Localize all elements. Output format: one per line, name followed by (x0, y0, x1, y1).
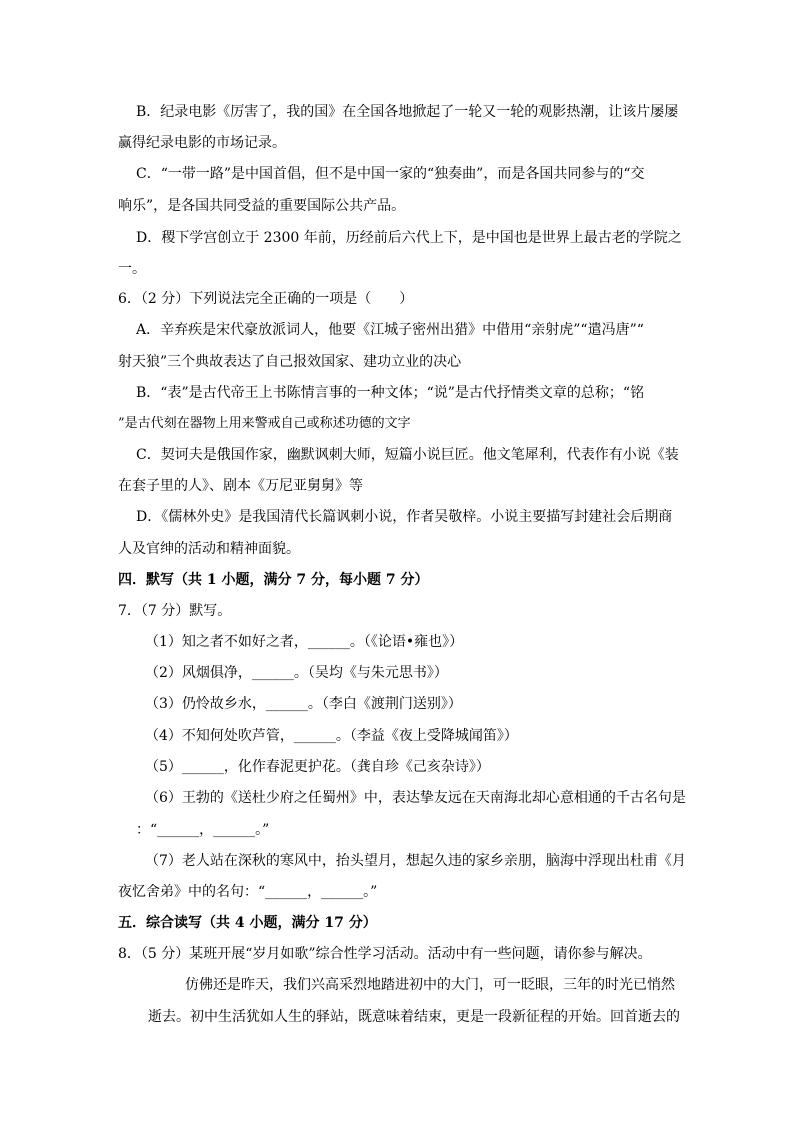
section-5-heading: 五．综合读写（共 4 小题，满分 17 分） (118, 915, 377, 931)
q6-option-c-line-1: C．契诃夫是俄国作家，幽默讽刺大师，短篇小说巨匠。他文笔犀利，代表作有小说《装 (136, 447, 679, 463)
q6-option-b-line-1: B．“表”是古代帝王上书陈情言事的一种文体；“说”是古代抒情类文章的总称；“铭 (136, 385, 645, 401)
q7-item-1: （1）知之者不如好之者，______。（《论语•雍也》） (145, 634, 464, 650)
q7-item-6-line-2: ：“______，______。” (136, 822, 270, 838)
option-b-line-1: B．纪录电影《厉害了，我的国》在全国各地掀起了一轮又一轮的观影热潮，让该片屡屡 (136, 104, 679, 120)
section-4-heading: 四．默写（共 1 小题，满分 7 分，每小题 7 分） (118, 572, 429, 588)
passage-line-1: 仿佛还是昨天，我们兴高采烈地踏进初中的大门，可一眨眼，三年的时光已悄然 (185, 977, 675, 993)
q6-option-d-line-2: 人及官绅的活动和精神面貌。 (118, 541, 300, 557)
q6-option-a-line-1: A．辛弃疾是宋代豪放派词人，他要《江城子密州出猎》中借用“亲射虎”“遣冯唐”“ (136, 322, 644, 338)
question-8-stem: 8．（5 分）某班开展“岁月如歌”综合性学习活动。活动中有一些问题，请你参与解决。 (118, 946, 652, 962)
q6-option-c-line-2: 在套子里的人》、剧本《万尼亚舅舅》等 (118, 478, 363, 494)
q7-item-3: （3）仍怜故乡水，______。（李白《渡荆门送别》） (145, 696, 462, 712)
question-6-stem: 6．（2 分）下列说法完全正确的一项是（ ） (118, 291, 414, 307)
q7-item-4: （4）不知何处吹芦管，______。（李益《夜上受降城闻笛》） (145, 728, 518, 744)
q7-item-7-line-1: （7）老人站在深秋的寒风中，抬头望月，想起久违的家乡亲朋，脑海中浮现出杜甫《月 (145, 853, 686, 869)
passage-line-2: 逝去。初中生活犹如人生的驿站，既意味着结束，更是一段新征程的开始。回首逝去的 (148, 1009, 680, 1025)
question-7-stem: 7．（7 分）默写。 (118, 603, 232, 619)
option-c-line-2: 响乐”，是各国共同受益的重要国际公共产品。 (118, 198, 406, 214)
q6-option-a-line-2: 射天狼”三个典故表达了自己报效国家、建功立业的决心 (118, 354, 462, 370)
option-d-line-1: D．稷下学宫创立于 2300 年前，历经前后六代上下，是中国也是世界上最古老的学院之 (136, 230, 682, 246)
q6-option-b-line-2: ”是古代刻在器物上用来警戒自己或称述功德的文字 (118, 416, 411, 431)
q7-item-2: （2）风烟俱净，______。（吴均《与朱元思书》） (145, 665, 448, 681)
q7-item-7-line-2: 夜忆舍弟》中的名句：“______，______。” (118, 884, 378, 900)
q6-option-d-line-1: D．《儒林外史》是我国清代长篇讽刺小说，作者吴敬梓。小说主要描写封建社会后期商 (136, 509, 673, 525)
option-b-line-2: 赢得纪录电影的市场记录。 (118, 135, 286, 151)
option-d-line-2: 一。 (118, 261, 146, 277)
q7-item-5: （5）______，化作春泥更护花。（龚自珍《己亥杂诗》） (145, 759, 490, 775)
q7-item-6-line-1: （6）王勃的《送杜少府之任蜀州》中，表达挚友远在天南海北却心意相通的千古名句是 (145, 790, 686, 806)
option-c-line-1: C．“一带一路”是中国首倡，但不是中国一家的“独奏曲”，而是各国共同参与的“交 (136, 166, 645, 182)
